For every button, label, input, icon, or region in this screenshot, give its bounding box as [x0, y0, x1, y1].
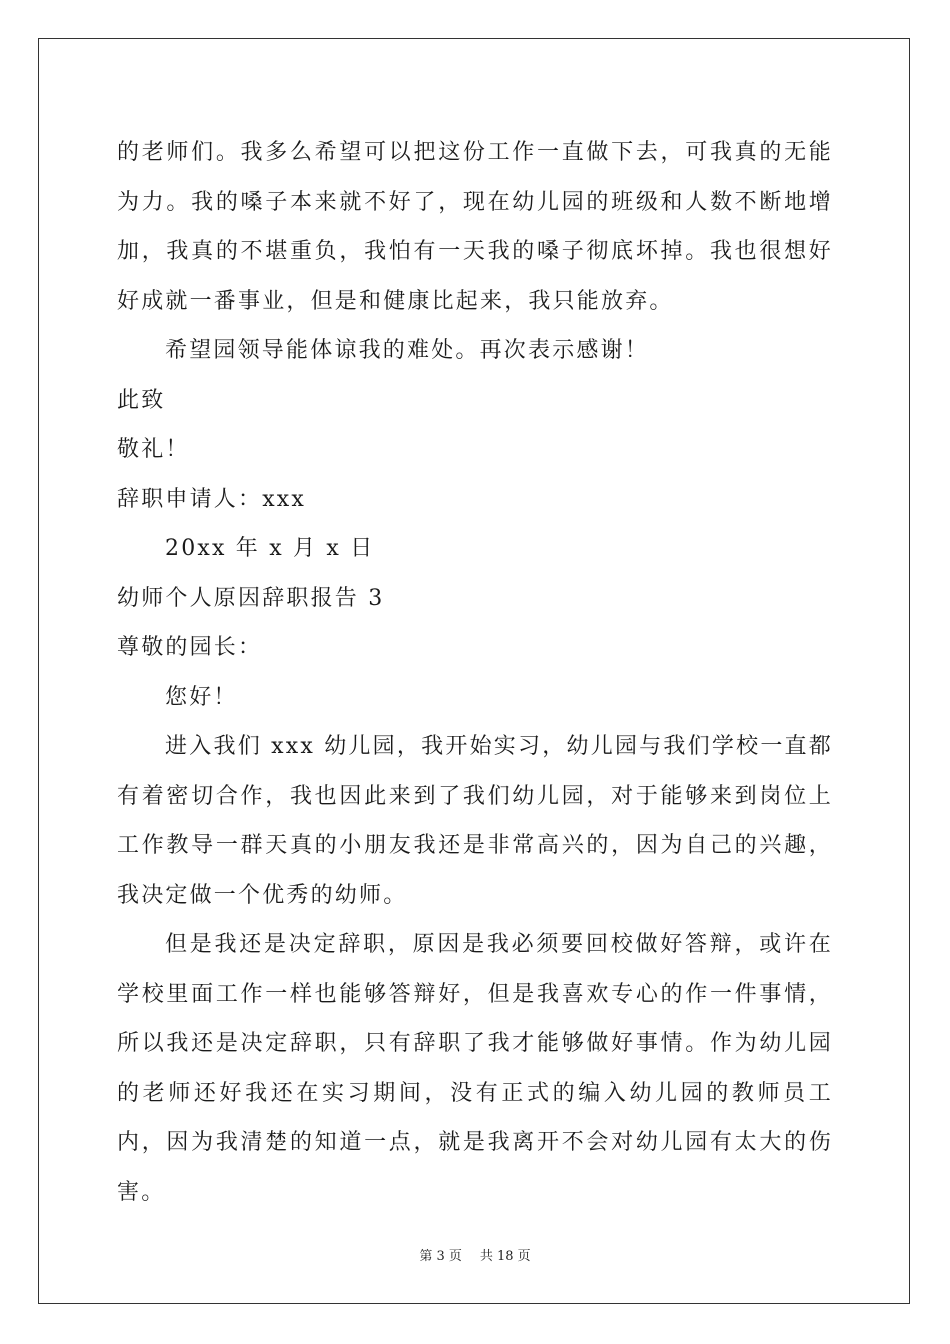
document-body	[117, 128, 833, 1217]
letter-addressee: 尊敬的园长：	[117, 635, 263, 660]
closing-respect: 敬礼！	[117, 437, 190, 462]
closing-salutation: 此致	[117, 387, 166, 413]
paragraph-reason: 但是我还是决定辞职，原因是我必须要回校做好答辩，或许在学校里面工作一样也能够答辩好，但是我喜欢专心的作一件事情，所以我还是决定辞职，只有辞职了我才能够做好事情。作为幼儿园的老师还好我还在实习期间，没有正式的编入幼儿园的教师员工内，因为我清楚的知道一点，就是我离开不会对幼儿园有太大的伤害。	[117, 932, 833, 1205]
applicant-signature: 辞职申请人：xxx	[117, 486, 307, 512]
page-footer	[0, 1248, 950, 1266]
paragraph-continuation: 的老师们。我多么希望可以把这份工作一直做下去，可我真的无能为力。我的嗓子本来就不好了，现在幼儿园的班级和人数不断地增加，我真的不堪重负，我怕有一天我的嗓子彻底坏掉。我也很想好好成就一番事业，但是和健康比起来，我只能放弃。	[117, 140, 833, 314]
page-total: 共 18 页	[479, 1249, 531, 1264]
signature-date: 20xx 年 x 月 x 日	[165, 536, 375, 561]
page-number: 第 3 页	[419, 1249, 462, 1264]
letter-greeting: 您好！	[165, 684, 238, 710]
paragraph-hope: 希望园领导能体谅我的难处。再次表示感谢！	[165, 338, 650, 363]
paragraph-intro: 进入我们 xxx 幼儿园，我开始实习，幼儿园与我们学校一直都有着密切合作，我也因此来到了我们幼儿园，对于能够来到岗位上工作教导一群天真的小朋友我还是非常高兴的，因为自己的兴趣，我决定做一个优秀的幼师。	[117, 734, 833, 908]
section-title: 幼师个人原因辞职报告 3	[117, 585, 385, 611]
